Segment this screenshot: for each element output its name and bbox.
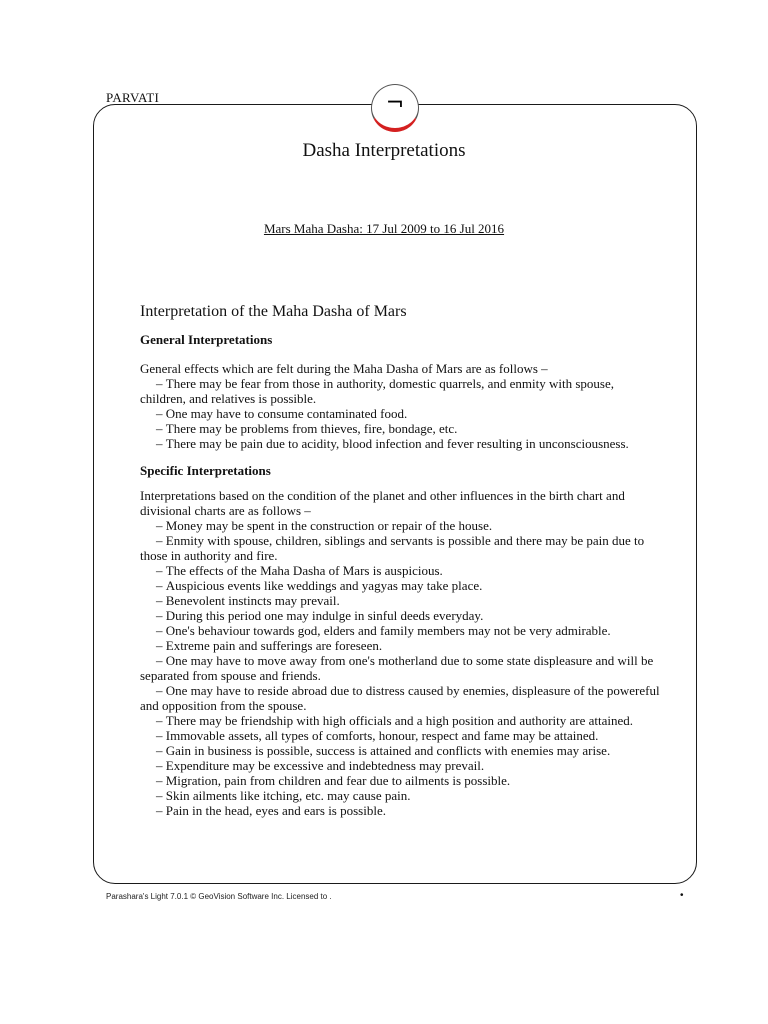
list-item: – Extreme pain and sufferings are foreseen. <box>140 638 660 653</box>
general-intro: General effects which are felt during the Maha Dasha of Mars are as follows – <box>140 361 548 376</box>
spacer <box>140 451 660 463</box>
list-item: – Money may be spent in the construction or repair of the house. <box>140 518 660 533</box>
list-item: – Auspicious events like weddings and yagyas may take place. <box>140 578 660 593</box>
list-item: – The effects of the Maha Dasha of Mars is auspicious. <box>140 563 660 578</box>
list-item: – One may have to consume contaminated food. <box>140 406 660 421</box>
list-item: – One may have to move away from one's motherland due to some state displeasure and will be separated from spouse and friends. <box>140 653 660 683</box>
interpretation-content <box>140 302 660 818</box>
specific-list <box>140 518 660 818</box>
list-item: – One's behaviour towards god, elders and family members may not be very admirable. <box>140 623 660 638</box>
list-item: – Benevolent instincts may prevail. <box>140 593 660 608</box>
list-item: – There may be friendship with high officials and a high position and authority are attained. <box>140 713 660 728</box>
list-item: – Skin ailments like itching, etc. may cause pain. <box>140 788 660 803</box>
list-item: – There may be pain due to acidity, blood infection and fever resulting in unconsciousness. <box>140 436 660 451</box>
list-item: – There may be problems from thieves, fire, bondage, etc. <box>140 421 660 436</box>
list-item: – During this period one may indulge in sinful deeds everyday. <box>140 608 660 623</box>
specific-heading: Specific Interpretations <box>140 463 271 478</box>
page-title: Dasha Interpretations <box>302 140 466 161</box>
section-title: Interpretation of the Maha Dasha of Mars <box>140 303 407 320</box>
list-item: – Immovable assets, all types of comforts, honour, respect and fame may be attained. <box>140 728 660 743</box>
list-item: – There may be fear from those in authority, domestic quarrels, and enmity with spouse, children, and relatives is possible. <box>140 376 660 406</box>
dasha-period: Mars Maha Dasha: 17 Jul 2009 to 16 Jul 2016 <box>263 221 505 236</box>
list-item: – Pain in the head, eyes and ears is possible. <box>140 803 660 818</box>
list-item: – Expenditure may be excessive and indebtedness may prevail. <box>140 758 660 773</box>
mars-symbol-badge <box>371 84 419 132</box>
general-heading: General Interpretations <box>140 332 273 347</box>
mars-symbol-icon: ¬ <box>385 90 405 116</box>
list-item: – Enmity with spouse, children, siblings and servants is possible and there may be pain due to those in authority and fire. <box>140 533 660 563</box>
specific-intro: Interpretations based on the condition of the planet and other influences in the birth chart and divisional charts are as follows – <box>140 488 625 518</box>
footer-dot: • <box>680 890 684 901</box>
list-item: – One may have to reside abroad due to distress caused by enemies, displeasure of the powereful and opposition from the spouse. <box>140 683 660 713</box>
list-item: – Migration, pain from children and fear due to ailments is possible. <box>140 773 660 788</box>
footer-license: Parashara's Light 7.0.1 © GeoVision Software Inc. Licensed to . <box>106 892 332 901</box>
person-name: PARVATI <box>106 90 160 105</box>
list-item: – Gain in business is possible, success is attained and conflicts with enemies may arise. <box>140 743 660 758</box>
general-list <box>140 376 660 451</box>
